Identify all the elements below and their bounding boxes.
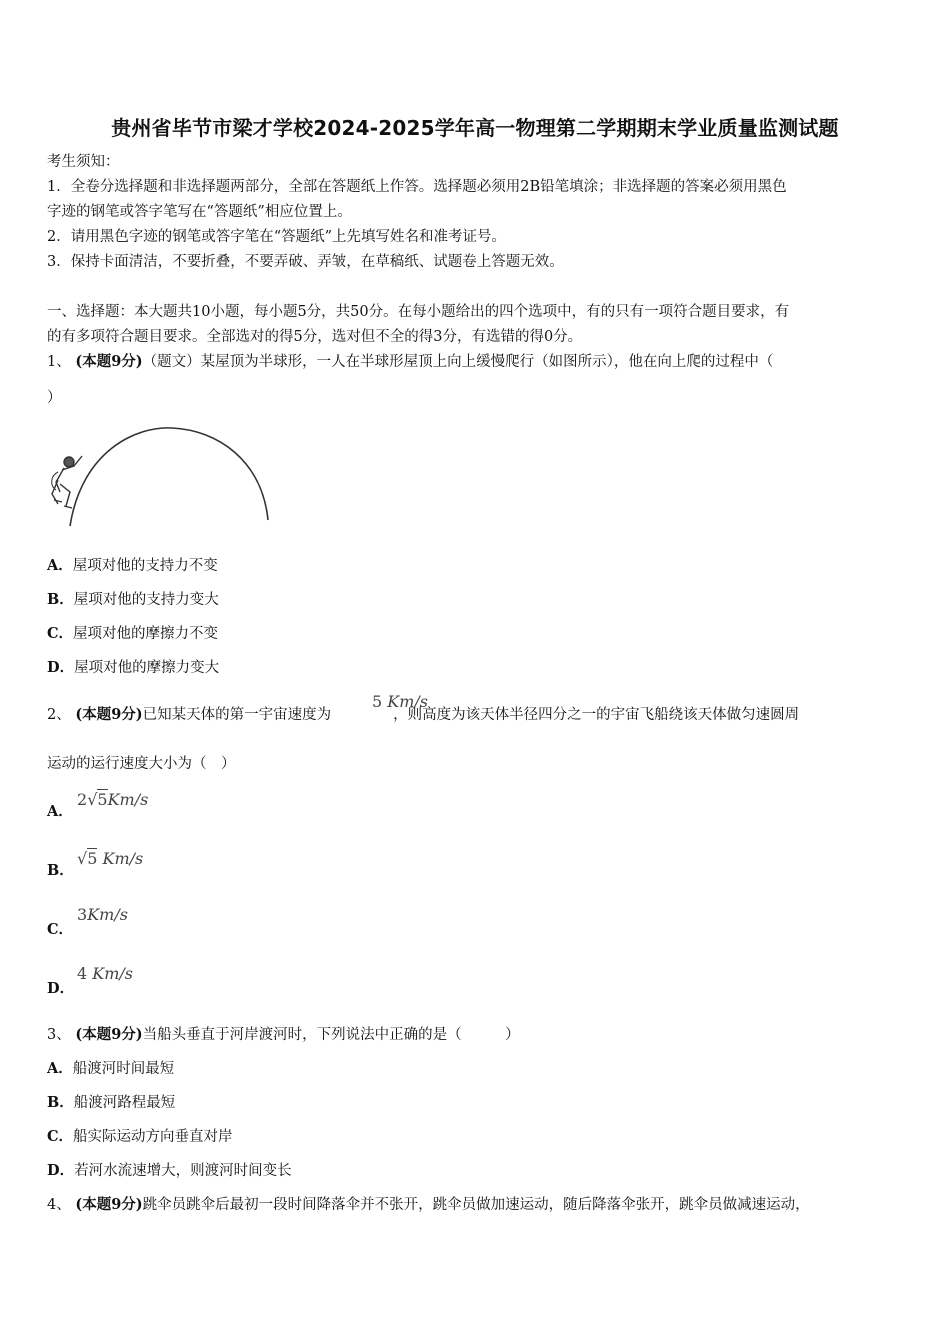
climber-figure — [52, 456, 82, 508]
question-text: 已知某天体的第一宇宙速度为 — [142, 707, 332, 723]
question-score: (本题9分) — [75, 1196, 143, 1213]
question-4 — [47, 1195, 810, 1215]
speed-formula: 5 Km/s — [372, 692, 429, 711]
q3-option-d: D．若河水流速增大，则渡河时间变长 — [47, 1162, 292, 1179]
q3-option-c: C．船实际运动方向垂直对岸 — [47, 1128, 233, 1145]
q1-option-a: A．屋项对他的支持力不变 — [47, 557, 218, 574]
q3-option-b: B．船渡河路程最短 — [47, 1094, 176, 1111]
q2-option-d: D． — [47, 980, 75, 997]
question-text-cont: ，则高度为该天体半径四分之一的宇宙飞船绕该天体做匀速圆周 — [393, 707, 800, 723]
q2-option-d-formula: 4 Km/s — [77, 964, 134, 983]
q2-option-b: B． — [47, 862, 74, 879]
notice-item-1: 1．全卷分选择题和非选择题两部分，全部在答题纸上作答。选择题必须用2B铅笔填涂；非选择题的答案必须用黑色 — [47, 179, 787, 195]
question-score: (本题9分) — [75, 353, 143, 370]
q2-option-b-formula: √5 Km/s — [77, 849, 144, 868]
q1-option-d: D．屋项对他的摩擦力变大 — [47, 659, 220, 676]
question-text: （题文）某屋顶为半球形，一人在半球形屋顶上向上缓慢爬行（如图所示），他在向上爬的过程中（ — [142, 354, 774, 370]
hemisphere-roof-figure — [42, 420, 282, 530]
question-score: (本题9分) — [75, 1026, 143, 1043]
question-1 — [47, 352, 773, 372]
question-text: 当船头垂直于河岸渡河时，下列说法中正确的是（ ） — [142, 1027, 520, 1043]
notice-item-1-cont: 字迹的钢笔或答字笔写在“答题纸”相应位置上。 — [47, 204, 352, 220]
page-title: 贵州省毕节市梁才学校2024-2025学年高一物理第二学期期末学业质量监测试题 — [111, 116, 839, 140]
question-number: 3、 — [47, 1027, 71, 1043]
question-score: (本题9分) — [75, 706, 143, 723]
q2-option-a-formula: 2√5Km/s — [77, 790, 149, 809]
q2-option-c: C． — [47, 921, 74, 938]
sqrt-symbol: √ — [87, 790, 98, 809]
sqrt-symbol: √ — [77, 849, 88, 868]
notice-heading: 考生须知： — [47, 154, 120, 170]
q1-option-c: C．屋项对他的摩擦力不变 — [47, 625, 219, 642]
question-number: 2、 — [47, 707, 71, 723]
question-1-end: ） — [47, 390, 62, 406]
q2-option-c-formula: 3Km/s — [77, 905, 128, 924]
section-intro: 一、选择题：本大题共10小题，每小题5分，共50分。在每小题给出的四个选项中，有的只有一项符合题目要求，有 — [47, 304, 790, 320]
q2-option-a: A． — [47, 803, 73, 820]
question-2-cont: 运动的运行速度大小为（ ） — [47, 756, 236, 772]
question-number: 1、 — [47, 354, 71, 370]
question-number: 4、 — [47, 1197, 71, 1213]
notice-item-3: 3．保持卡面清洁，不要折叠，不要弄破、弄皱，在草稿纸、试题卷上答题无效。 — [47, 254, 564, 270]
question-text: 跳伞员跳伞后最初一段时间降落伞并不张开，跳伞员做加速运动，随后降落伞张开，跳伞员做减速运动， — [142, 1197, 810, 1213]
notice-item-2: 2．请用黑色字迹的钢笔或答字笔在“答题纸”上先填写姓名和准考证号。 — [47, 229, 507, 245]
q3-option-a: A．船渡河时间最短 — [47, 1060, 175, 1077]
q1-option-b: B．屋项对他的支持力变大 — [47, 591, 219, 608]
question-3 — [47, 1025, 520, 1045]
section-intro-cont: 的有多项符合题目要求。全部选对的得5分，选对但不全的得3分，有选错的得0分。 — [47, 329, 583, 345]
